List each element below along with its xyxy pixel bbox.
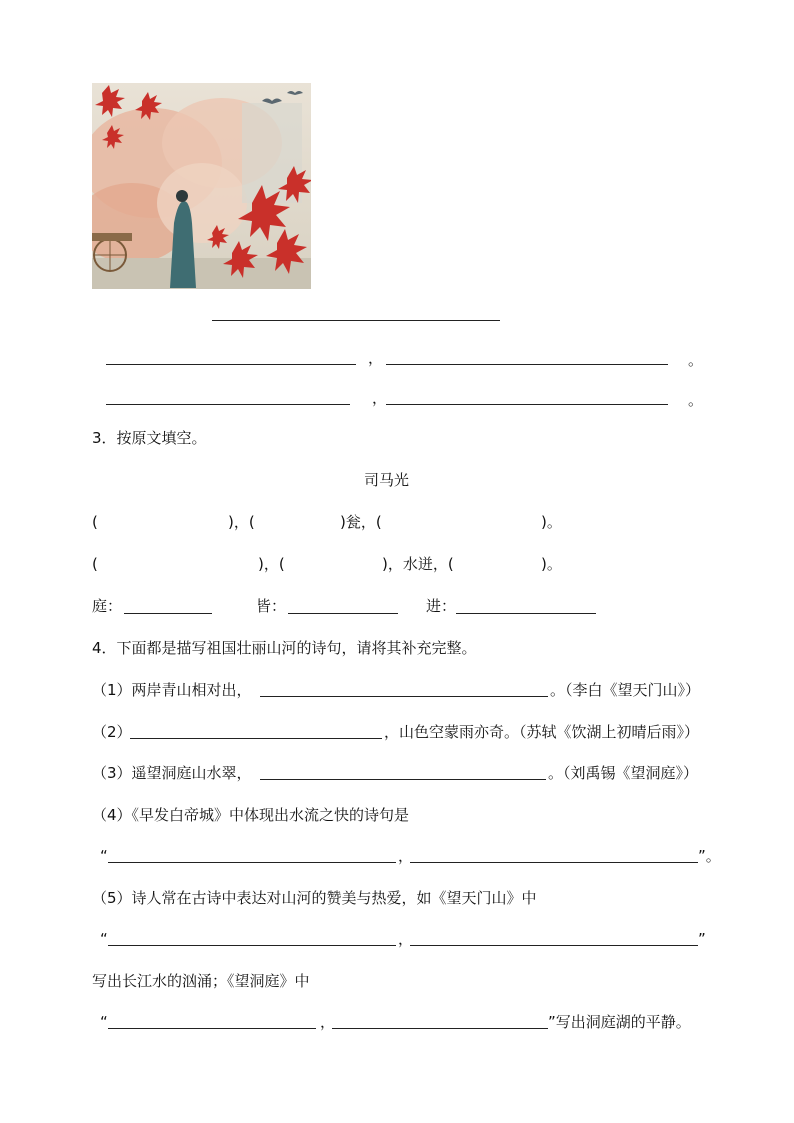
paren-sep: )，水迸，( xyxy=(382,555,454,573)
comma-mark: ， xyxy=(372,389,388,407)
q4-text: （4）《早发白帝城》中体现出水流之快的诗句是 xyxy=(92,806,410,824)
word-label-jie: 皆： xyxy=(256,597,287,615)
q5-middle-text: 写出长江水的汹涌；《望洞庭》中 xyxy=(92,972,310,990)
q4-blank-b[interactable] xyxy=(410,862,698,863)
q1-suffix: 。（李白《望天门山》） xyxy=(550,681,701,699)
autumn-maple-illustration xyxy=(92,83,311,289)
q4-open-quote: “ xyxy=(100,847,108,865)
section-3-heading: 3．按原文填空。 xyxy=(92,429,207,447)
q2-suffix: ，山色空蒙雨亦奇。（苏轼《饮湖上初晴后雨》） xyxy=(384,723,700,741)
word-blank-jin[interactable] xyxy=(456,613,596,614)
paren-close: )。 xyxy=(541,513,562,531)
word-label-jin: 进： xyxy=(426,597,457,615)
q2-prefix: （2） xyxy=(92,723,132,741)
q1-prefix: （1）两岸青山相对出， xyxy=(92,681,252,699)
q4-comma: ， xyxy=(398,847,414,865)
q1-blank[interactable] xyxy=(260,696,548,697)
autumn-maple-painting-icon xyxy=(92,83,311,289)
period-mark: 。 xyxy=(688,351,704,369)
q5-text: （5）诗人常在古诗中表达对山河的赞美与热爱，如《望天门山》中 xyxy=(92,889,537,907)
q3-blank[interactable] xyxy=(260,779,546,780)
q5-blank-a[interactable] xyxy=(108,945,396,946)
paren-sep: )瓮，( xyxy=(340,513,382,531)
q2-blank[interactable] xyxy=(130,738,382,739)
section-4-heading: 4．下面都是描写祖国壮丽山河的诗句，请将其补充完整。 xyxy=(92,639,477,657)
paren-sep: )，( xyxy=(258,555,285,573)
poem-blank-line-1b[interactable] xyxy=(386,364,668,365)
q5-open-quote: “ xyxy=(100,930,108,948)
q5-blank-c[interactable] xyxy=(108,1028,316,1029)
q5-open-quote-2: “ xyxy=(100,1013,108,1031)
q5-ending-text: ”写出洞庭湖的平静。 xyxy=(548,1013,691,1031)
comma-mark: ， xyxy=(368,349,384,367)
q5-comma: ， xyxy=(398,930,414,948)
title-blank-line[interactable] xyxy=(212,320,500,321)
paren-sep: )，( xyxy=(228,513,255,531)
word-blank-jie[interactable] xyxy=(288,613,398,614)
q5-close-quote: ” xyxy=(698,930,706,948)
paren-open: ( xyxy=(92,513,98,531)
q3-prefix: （3）遥望洞庭山水翠， xyxy=(92,764,252,782)
author-name: 司马光 xyxy=(364,471,410,489)
word-label-ting: 庭： xyxy=(92,597,123,615)
q5-comma-2: ， xyxy=(320,1013,336,1031)
poem-blank-line-1a[interactable] xyxy=(106,364,356,365)
q4-close-quote: ”。 xyxy=(698,847,721,865)
q3-suffix: 。（刘禹锡《望洞庭》） xyxy=(548,764,699,782)
poem-blank-line-2b[interactable] xyxy=(386,404,668,405)
q5-blank-b[interactable] xyxy=(410,945,698,946)
poem-blank-line-2a[interactable] xyxy=(106,404,350,405)
paren-open: ( xyxy=(92,555,98,573)
paren-close: )。 xyxy=(541,555,562,573)
q4-blank-a[interactable] xyxy=(108,862,396,863)
q5-blank-d[interactable] xyxy=(332,1028,548,1029)
word-blank-ting[interactable] xyxy=(124,613,212,614)
period-mark: 。 xyxy=(688,391,704,409)
